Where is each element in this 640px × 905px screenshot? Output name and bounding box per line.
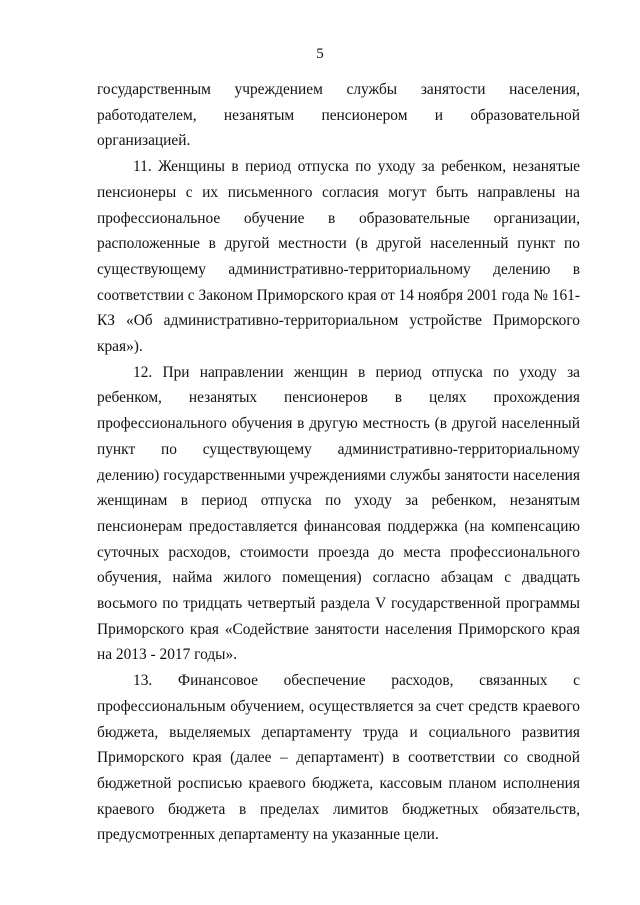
document-body bbox=[97, 77, 580, 848]
paragraph-continuation: государственным учреждением службы занятости населения, работодателем, незанятым пенсионером и образовательной организацией. bbox=[97, 81, 580, 150]
page-number: 5 bbox=[316, 46, 324, 62]
paragraph-item-11: 11. Женщины в период отпуска по уходу за ребенком, незанятые пенсионеры с их письменного согласия могут быть направлены на профессиональное обучение в образовательные организации, расположенные в другой местности (в другой населенный пункт по существующему административно-территориальному делению в соответствии с Законом Приморского края от 14 ноября 2001 года № 161-КЗ «Об административно-территориальном устройстве Приморского края»). bbox=[97, 158, 580, 356]
paragraph-item-13: 13. Финансовое обеспечение расходов, связанных с профессиональным обучением, осуществляется за счет средств краевого бюджета, выделяемых департаменту труда и социального развития Приморского края (далее – департамент) в соответствии со сводной бюджетной росписью краевого бюджета, кассовым планом исполнения краевого бюджета в пределах лимитов бюджетных обязательств, предусмотренных департаменту на указанные цели. bbox=[97, 672, 580, 844]
paragraph-item-12: 12. При направлении женщин в период отпуска по уходу за ребенком, незанятых пенсионеров в целях прохождения профессионального обучения в другую местность (в другой населенный пункт по существующему административно-территориальному делению) государственными учреждениями службы занятости населения женщинам в период отпуска по уходу за ребенком, незанятым пенсионерам предоставляется финансовая поддержка (на компенсацию суточных расходов, стоимости проезда до места профессионального обучения, найма жилого помещения) согласно абзацам с двадцать восьмого по тридцать четвертый раздела V государственной программы Приморского края «Содействие занятости населения Приморского края на 2013 - 2017 годы». bbox=[97, 363, 580, 664]
